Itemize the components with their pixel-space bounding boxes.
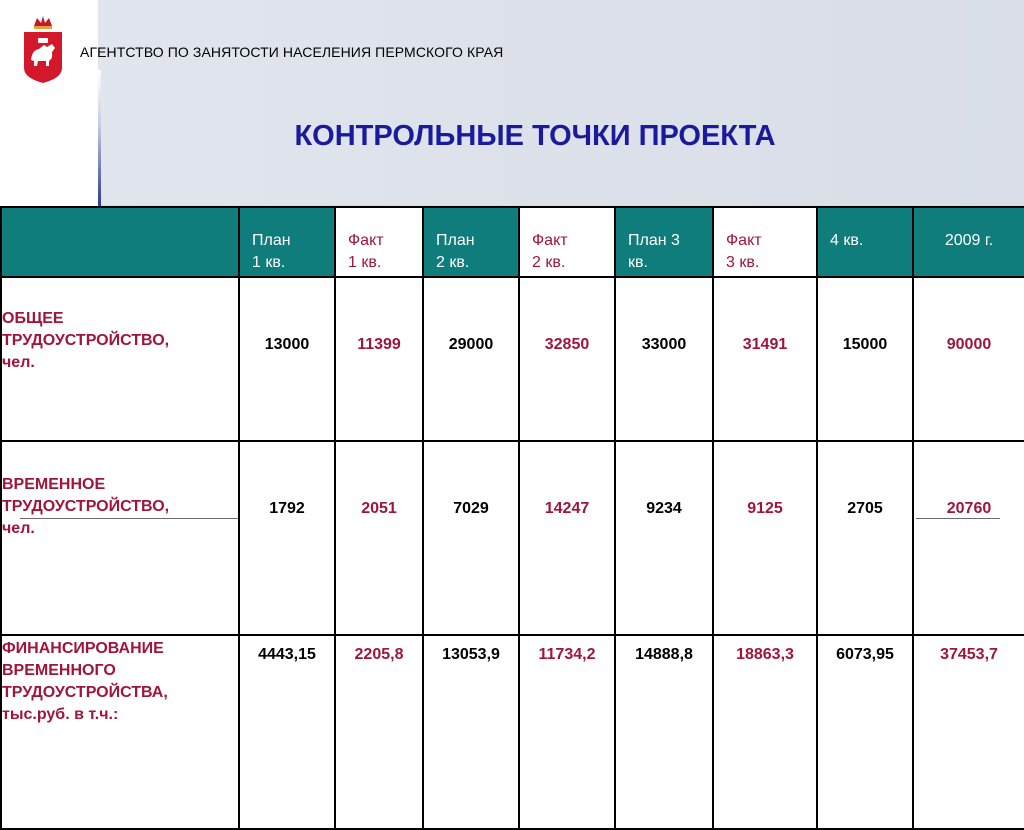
value-cell: 33000: [615, 277, 713, 441]
column-header: Факт 2 кв.: [519, 207, 615, 277]
table-row: [1, 441, 1024, 635]
value-cell: 11734,2: [519, 635, 615, 829]
row-label: ВРЕМЕННОЕ ТРУДОУСТРОЙСТВО, чел.: [1, 441, 239, 635]
column-header: План 1 кв.: [239, 207, 335, 277]
table-header-row: [1, 207, 1024, 277]
value-cell: 14888,8: [615, 635, 713, 829]
value-cell: 20760: [913, 441, 1024, 635]
column-header: План 2 кв.: [423, 207, 519, 277]
header-background: [0, 0, 1024, 205]
value-cell: 13053,9: [423, 635, 519, 829]
value-cell: 9125: [713, 441, 817, 635]
row-divider-segment: [916, 518, 1000, 519]
value-cell: 6073,95: [817, 635, 913, 829]
column-header: Факт 1 кв.: [335, 207, 423, 277]
row-label: ФИНАНСИРОВАНИЕ ВРЕМЕННОГО ТРУДОУСТРОЙСТВА, тыс.руб. в т.ч.:: [1, 635, 239, 829]
page-title: КОНТРОЛЬНЫЕ ТОЧКИ ПРОЕКТА: [294, 120, 776, 152]
value-cell: 2205,8: [335, 635, 423, 829]
value-cell: 15000: [817, 277, 913, 441]
value-cell: 29000: [423, 277, 519, 441]
value-cell: 13000: [239, 277, 335, 441]
value-cell: 14247: [519, 441, 615, 635]
value-cell: 2705: [817, 441, 913, 635]
value-cell: 90000: [913, 277, 1024, 441]
header-corner-cell: [1, 207, 239, 277]
value-cell: 1792: [239, 441, 335, 635]
value-cell: 18863,3: [713, 635, 817, 829]
table-row: [1, 277, 1024, 441]
value-cell: 7029: [423, 441, 519, 635]
value-cell: 4443,15: [239, 635, 335, 829]
column-header: 4 кв.: [817, 207, 913, 277]
column-header: План 3 кв.: [615, 207, 713, 277]
row-label: ОБЩЕЕ ТРУДОУСТРОЙСТВО, чел.: [1, 277, 239, 441]
row-divider-segment: [20, 518, 238, 519]
value-cell: 9234: [615, 441, 713, 635]
perm-krai-emblem-icon: [22, 14, 64, 84]
value-cell: 32850: [519, 277, 615, 441]
column-header: Факт 3 кв.: [713, 207, 817, 277]
value-cell: 37453,7: [913, 635, 1024, 829]
value-cell: 2051: [335, 441, 423, 635]
value-cell: 31491: [713, 277, 817, 441]
table-row: [1, 635, 1024, 829]
column-header: 2009 г.: [913, 207, 1024, 277]
value-cell: 11399: [335, 277, 423, 441]
agency-name: АГЕНТСТВО ПО ЗАНЯТОСТИ НАСЕЛЕНИЯ ПЕРМСКОГО КРАЯ: [80, 44, 504, 60]
